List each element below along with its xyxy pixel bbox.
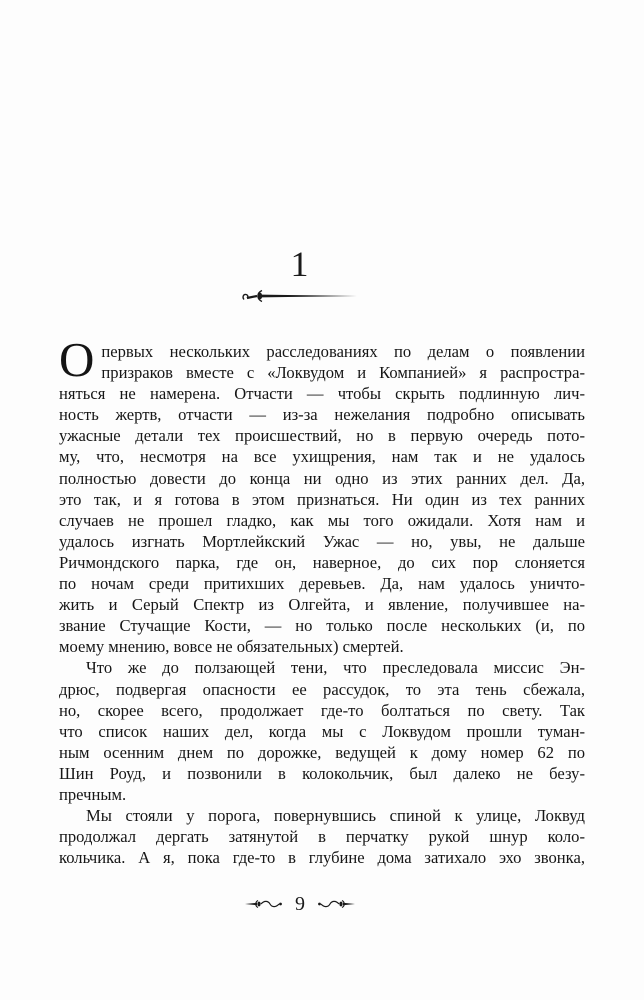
text-line: няться не намерена. Отчасти — чтобы скрыть подлинную лич-	[59, 384, 585, 404]
text-line: Шин Роуд, и позвонили в колокольчик, был далеко не безу-	[59, 763, 585, 783]
page-footer	[0, 894, 600, 914]
chapter-number: 1	[290, 244, 310, 284]
text-line: продолжал дергать затянутой в перчатку рукой шнур коло-	[59, 827, 585, 847]
text-line: что список наших дел, когда мы с Локвудом прошли туман-	[59, 721, 585, 741]
text-line: случаев не прошел гладко, как мы того ожидали. Хотя нам и	[59, 510, 585, 530]
text-line: моему мнению, вовсе не обязательных) смертей.	[59, 637, 404, 657]
text-line: жить и Серый Спектр из Олгейта, и явление, получившее на-	[59, 595, 585, 615]
rapier-sword-icon	[0, 287, 600, 305]
text-line: пречным.	[59, 784, 127, 804]
drop-cap: О	[59, 332, 95, 387]
text-line: ность жертв, отчасти — из-за нежелания подробно описывать	[59, 405, 585, 425]
text-line: призраков вместе с «Локвудом и Компанией» я распростра-	[101, 363, 585, 383]
text-line: звание Стучащие Кости, — но только после нескольких (и, по	[59, 616, 585, 636]
text-line: Ричмондского парка, где он, наверное, до сих пор слоняется	[59, 552, 585, 572]
text-line: это так, и я готова в этом признаться. Ни один из тех ранних	[59, 489, 585, 509]
paragraph	[59, 805, 585, 868]
text-line: Что же до ползающей тени, что преследовала миссис Эн-	[86, 658, 585, 678]
chapter-heading	[0, 246, 600, 305]
page-number: 9	[295, 893, 305, 915]
sword-flourish-right-icon	[316, 895, 356, 913]
paragraph	[59, 657, 585, 805]
text-line: ужасные детали тех происшествий, но в первую очередь пото-	[59, 426, 585, 446]
text-line: полностью довести до конца ни одно из этих ранних дел. Да,	[59, 468, 585, 488]
sword-flourish-left-icon	[244, 895, 284, 913]
text-line: но, скорее всего, продолжает где-то болтаться по свету. Так	[59, 700, 585, 720]
text-line: первых нескольких расследованиях по делам о появлении	[101, 342, 585, 361]
text-line: ным осенним днем по дорожке, ведущей к дому номер 62 по	[59, 742, 585, 762]
paragraph	[59, 332, 585, 657]
text-line: по ночам среди притихших деревьев. Да, нам удалось уничто-	[59, 574, 585, 594]
text-line: удалось изгнать Мортлейкский Ужас — но, увы, не дальше	[59, 531, 585, 551]
text-line: му, что, несмотря на все ухищрения, нам так и не удалось	[59, 447, 585, 467]
text-line: дрюс, подвергая опасности ее рассудок, то эта тень сбежала,	[59, 679, 585, 699]
text-line: кольчика. А я, пока где-то в глубине дома затихало эхо звонка,	[59, 848, 585, 868]
body-text	[59, 332, 585, 868]
text-line: Мы стояли у порога, повернувшись спиной к улице, Локвуд	[86, 806, 585, 826]
